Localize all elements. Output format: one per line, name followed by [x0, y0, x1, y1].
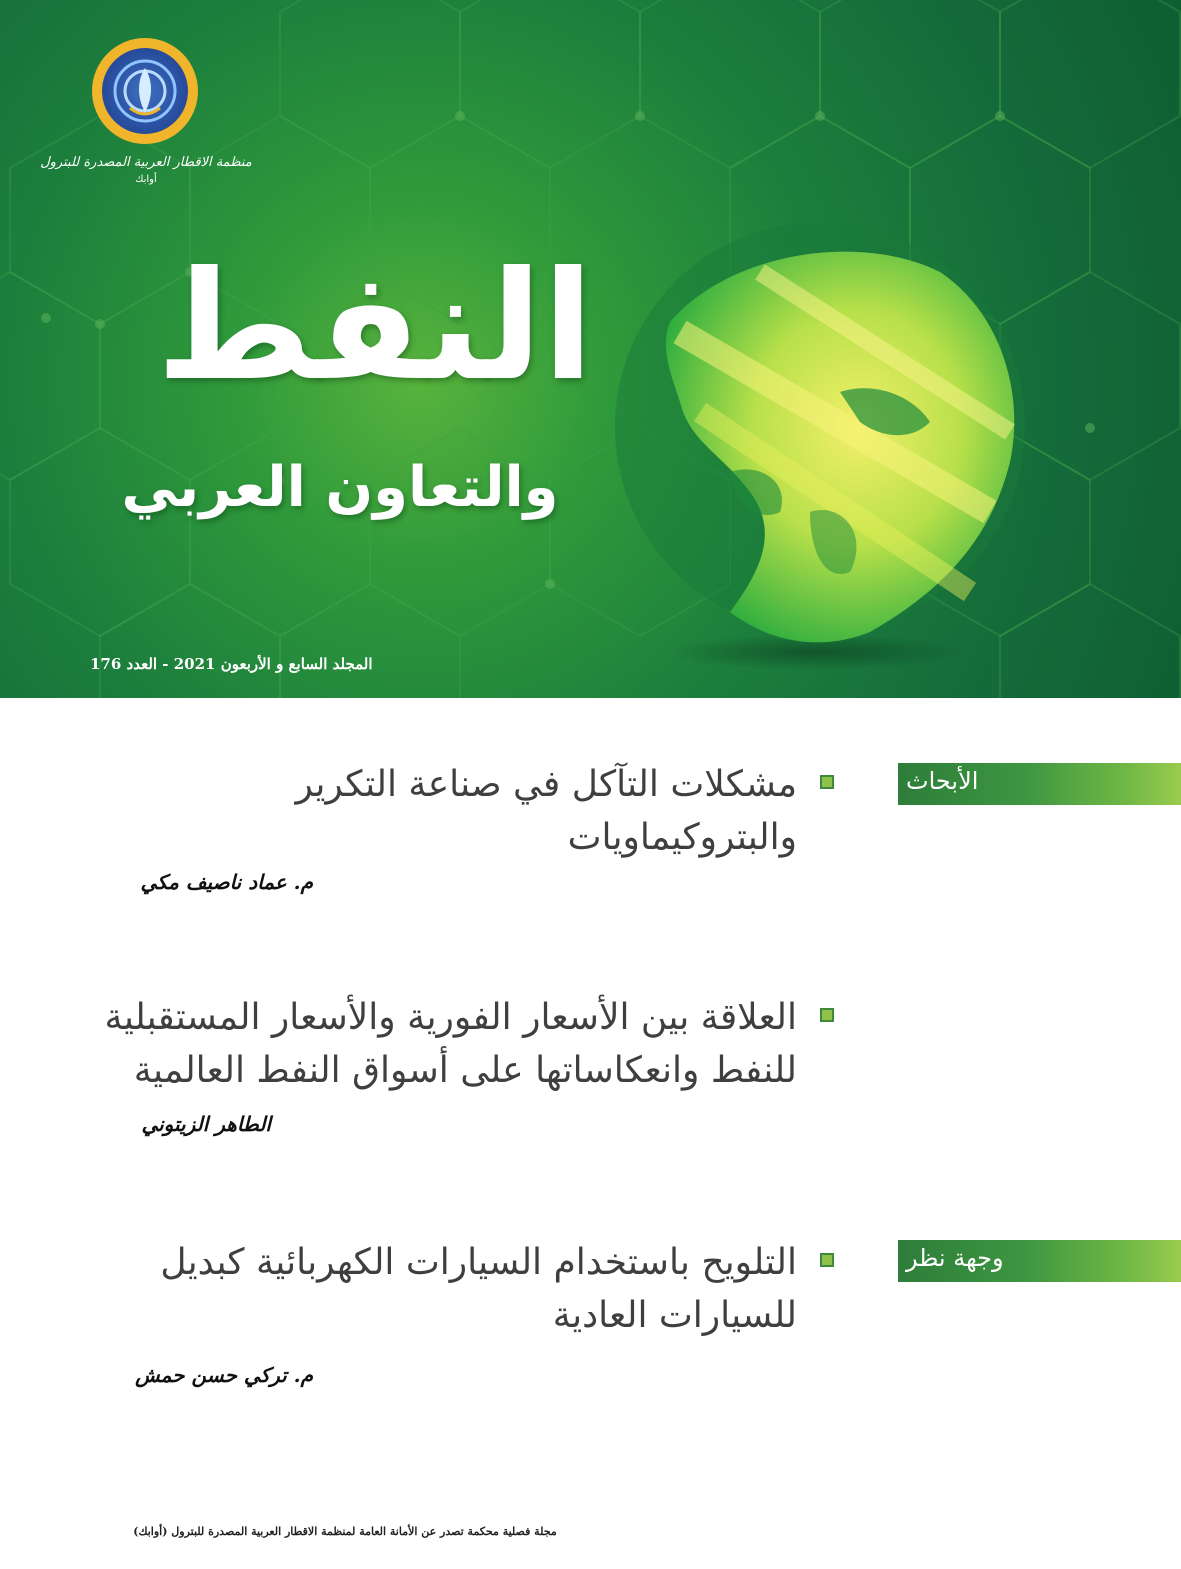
article-author: م. عماد ناصيف مكي — [140, 870, 313, 894]
footer-note: مجلة فصلية محكمة تصدر عن الأمانة العامة لمنظمة الاقطار العربية المصدرة للبترول (أوابك) — [133, 1525, 557, 1538]
section-research — [898, 763, 1181, 805]
magazine-subtitle: والتعاون العربي — [121, 455, 559, 520]
issue-info: المجلد السابع و الأربعون 2021 - العدد 176 — [90, 655, 373, 673]
cover-header — [0, 0, 1181, 698]
section-viewpoint — [898, 1240, 1181, 1282]
magazine-title: النفط — [156, 240, 594, 414]
globe-illustration — [610, 212, 1030, 686]
section-research-label: الأبحاث — [906, 767, 979, 795]
article-author: الطاهر الزيتوني — [141, 1112, 271, 1136]
bullet-icon — [820, 775, 834, 789]
bullet-icon — [820, 1253, 834, 1267]
organization-short: أوابك — [135, 174, 157, 185]
section-viewpoint-label: وجهة نظر — [906, 1244, 1004, 1272]
organization-name: منظمة الاقطار العربية المصدرة للبترول — [40, 155, 252, 170]
bullet-icon — [820, 1008, 834, 1022]
logo-emblem — [102, 48, 188, 134]
oapec-logo — [92, 38, 198, 144]
article-title[interactable]: العلاقة بين الأسعار الفورية والأسعار المستقبلية للنفط وانعكاساتها على أسواق النفط العالمية — [104, 997, 797, 1091]
article-author: م. تركي حسن حمش — [135, 1363, 313, 1387]
article-title[interactable]: التلويح باستخدام السيارات الكهربائية كبديل للسيارات العادية — [160, 1242, 797, 1336]
article-title[interactable]: مشكلات التآكل في صناعة التكرير والبتروكيماويات — [295, 764, 797, 858]
